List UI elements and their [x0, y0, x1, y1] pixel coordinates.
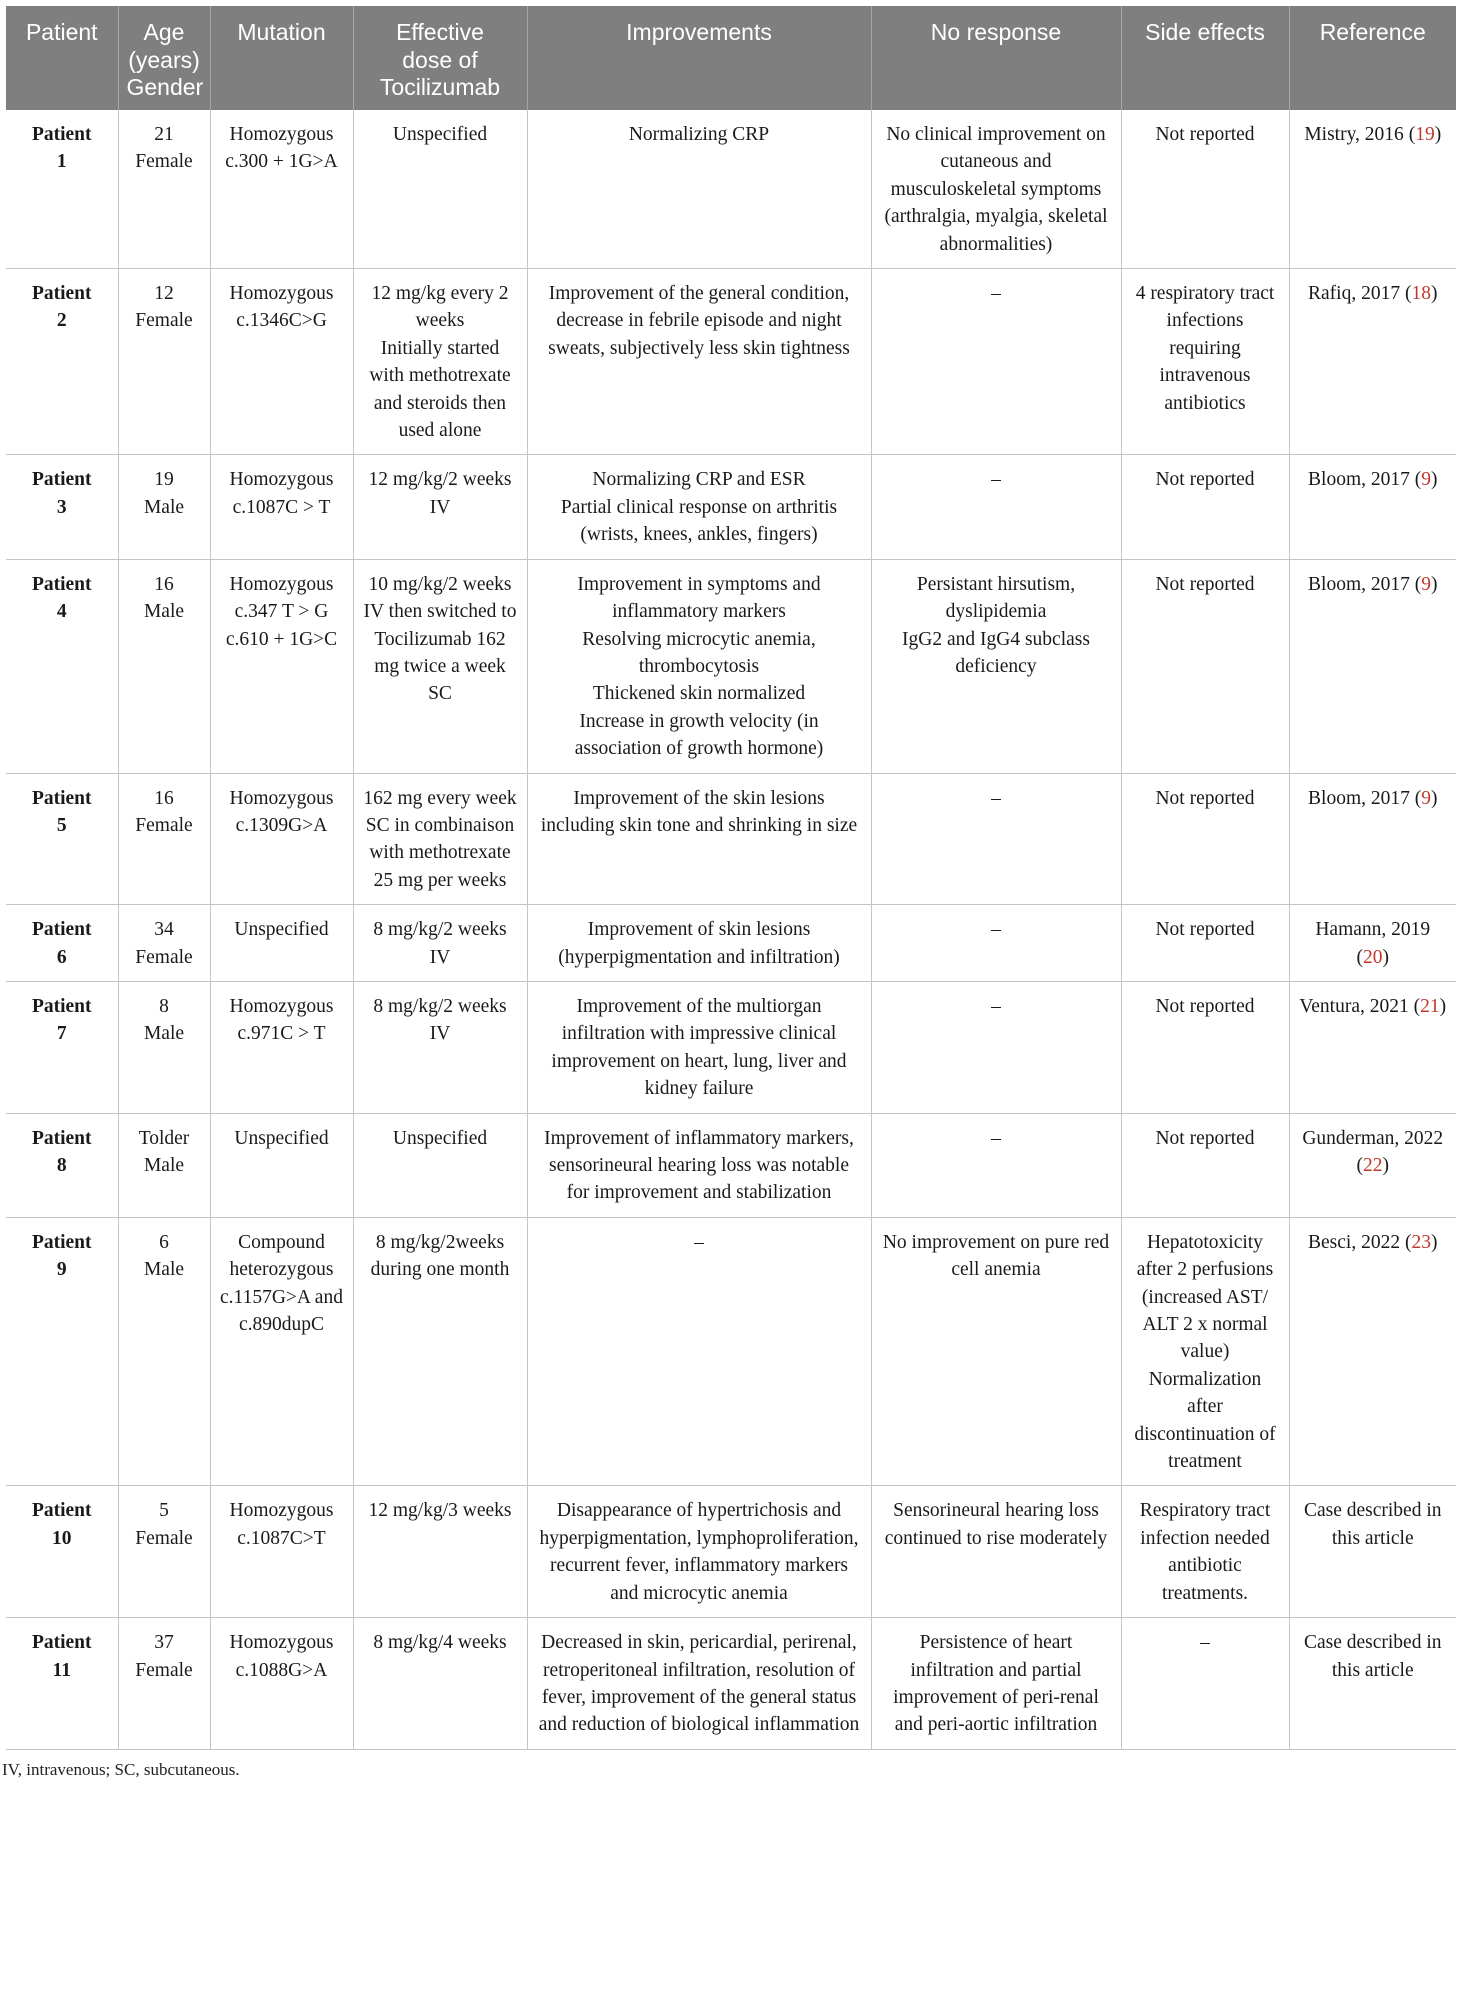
- cell-no-response: Persistant hirsutism, dyslipidemia IgG2 and IgG4 subclass deficiency: [871, 559, 1121, 773]
- cell-side-effects: Not reported: [1121, 981, 1289, 1113]
- cell-patient: Patient 5: [6, 773, 118, 905]
- cell-dose: 8 mg/kg/4 weeks: [353, 1618, 527, 1750]
- cell-patient: Patient 1: [6, 110, 118, 269]
- cell-age-gender: 12 Female: [118, 269, 210, 455]
- cell-age-gender: 16 Female: [118, 773, 210, 905]
- reference-link[interactable]: 9: [1421, 573, 1431, 595]
- cell-mutation: Unspecified: [210, 1113, 353, 1217]
- cell-no-response: –: [871, 773, 1121, 905]
- cell-mutation: Homozygous c.971C > T: [210, 981, 353, 1113]
- cell-dose: 12 mg/kg/3 weeks: [353, 1486, 527, 1618]
- cell-improvements: Improvement of skin lesions (hyperpigmentation and infiltration): [527, 905, 871, 982]
- reference-link[interactable]: 9: [1421, 787, 1431, 809]
- cell-dose: 162 mg every week SC in combinaison with methotrexate 25 mg per weeks: [353, 773, 527, 905]
- cell-reference: Rafiq, 2017 (18): [1289, 269, 1456, 455]
- cell-side-effects: Hepatotoxicity after 2 perfusions (increased AST/ ALT 2 x normal value) Normalization after discontinuation of treatment: [1121, 1217, 1289, 1486]
- cell-mutation: Compound heterozygous c.1157G>A and c.890dupC: [210, 1217, 353, 1486]
- cell-reference: Besci, 2022 (23): [1289, 1217, 1456, 1486]
- document: [2, 6, 1456, 1780]
- reference-text: Bloom, 2017: [1308, 469, 1410, 491]
- cell-side-effects: 4 respiratory tract infections requiring intravenous antibiotics: [1121, 269, 1289, 455]
- cell-mutation: Homozygous c.1087C > T: [210, 455, 353, 559]
- cell-age-gender: 34 Female: [118, 905, 210, 982]
- reference-link[interactable]: 18: [1411, 283, 1431, 305]
- reference-link[interactable]: 19: [1415, 124, 1435, 145]
- cell-age-gender: 37 Female: [118, 1618, 210, 1750]
- cell-side-effects: Not reported: [1121, 905, 1289, 982]
- reference-link[interactable]: 20: [1363, 946, 1383, 968]
- table-footnote: IV, intravenous; SC, subcutaneous.: [2, 1759, 240, 1779]
- cell-patient: Patient 6: [6, 905, 118, 982]
- header-improvements: Improvements: [527, 6, 871, 110]
- cell-side-effects: Not reported: [1121, 1113, 1289, 1217]
- cell-mutation: Homozygous c.347 T > G c.610 + 1G>C: [210, 559, 353, 773]
- cell-mutation: Homozygous c.1088G>A: [210, 1618, 353, 1750]
- reference-text: Gunderman, 2022: [1302, 1127, 1444, 1149]
- reference-link[interactable]: 22: [1363, 1155, 1383, 1176]
- reference-link[interactable]: 23: [1411, 1231, 1431, 1253]
- table-row: [6, 110, 1456, 269]
- cell-patient: Patient 7: [6, 981, 118, 1113]
- cell-side-effects: Respiratory tract infection needed antibiotic treatments.: [1121, 1486, 1289, 1618]
- cell-improvements: Normalizing CRP: [527, 110, 871, 269]
- cell-patient: Patient 11: [6, 1618, 118, 1750]
- reference-text: Rafiq, 2017: [1308, 283, 1401, 305]
- cell-mutation: Homozygous c.1346C>G: [210, 269, 353, 455]
- cell-patient: Patient 4: [6, 559, 118, 773]
- cell-no-response: –: [871, 981, 1121, 1113]
- cell-age-gender: 16 Male: [118, 559, 210, 773]
- cell-mutation: Homozygous c.1087C>T: [210, 1486, 353, 1618]
- reference-link[interactable]: 9: [1421, 469, 1431, 491]
- cell-improvements: Improvement of the general condition, decrease in febrile episode and night sweats, subjectively less skin tightness: [527, 269, 871, 455]
- cell-improvements: Improvement of the skin lesions including skin tone and shrinking in size: [527, 773, 871, 905]
- table-row: [6, 455, 1456, 559]
- header-side-effects: Side effects: [1121, 6, 1289, 110]
- cell-improvements: Normalizing CRP and ESR Partial clinical response on arthritis (wrists, knees, ankles, fingers): [527, 455, 871, 559]
- reference-text: Bloom, 2017: [1308, 787, 1410, 809]
- cell-mutation: Unspecified: [210, 905, 353, 982]
- cell-improvements: Improvement of inflammatory markers, sensorineural hearing loss was notable for improvement and stabilization: [527, 1113, 871, 1217]
- cell-dose: Unspecified: [353, 110, 527, 269]
- table-row: [6, 1113, 1456, 1217]
- cell-no-response: No improvement on pure red cell anemia: [871, 1217, 1121, 1486]
- cell-improvements: Decreased in skin, pericardial, perirenal, retroperitoneal infiltration, resolution of fever, improvement of the general status and reduction of biological inflammation: [527, 1618, 871, 1750]
- table-row: [6, 559, 1456, 773]
- header-no-response: No response: [871, 6, 1121, 110]
- table-row: [6, 1217, 1456, 1486]
- cell-reference: Gunderman, 2022 (22): [1289, 1113, 1456, 1217]
- cell-patient: Patient 2: [6, 269, 118, 455]
- cell-dose: 8 mg/kg/2 weeks IV: [353, 905, 527, 982]
- cell-patient: Patient 9: [6, 1217, 118, 1486]
- cell-patient: Patient 10: [6, 1486, 118, 1618]
- cell-side-effects: –: [1121, 1618, 1289, 1750]
- table-row: [6, 905, 1456, 982]
- cell-no-response: Sensorineural hearing loss continued to rise moderately: [871, 1486, 1121, 1618]
- table-row: [6, 269, 1456, 455]
- cell-dose: 12 mg/kg/2 weeks IV: [353, 455, 527, 559]
- cell-improvements: Disappearance of hypertrichosis and hyperpigmentation, lymphoproliferation, recurrent fever, inflammatory markers and microcytic anemia: [527, 1486, 871, 1618]
- reference-text: Ventura, 2021: [1299, 995, 1409, 1017]
- header-row: [6, 6, 1456, 110]
- reference-text: Bloom, 2017: [1308, 573, 1410, 595]
- cell-reference: Case described in this article: [1289, 1618, 1456, 1750]
- reference-text: Mistry, 2016: [1304, 124, 1404, 145]
- cell-mutation: Homozygous c.300 + 1G>A: [210, 110, 353, 269]
- cell-age-gender: 5 Female: [118, 1486, 210, 1618]
- cell-side-effects: Not reported: [1121, 559, 1289, 773]
- reference-text: Besci, 2022: [1308, 1231, 1401, 1253]
- cell-no-response: –: [871, 905, 1121, 982]
- cell-reference: Bloom, 2017 (9): [1289, 559, 1456, 773]
- cell-age-gender: 6 Male: [118, 1217, 210, 1486]
- header-age-gender: Age (years) Gender: [118, 6, 210, 110]
- cell-reference: Mistry, 2016 (19): [1289, 110, 1456, 269]
- header-patient: Patient: [6, 6, 118, 110]
- cell-dose: Unspecified: [353, 1113, 527, 1217]
- cell-no-response: –: [871, 1113, 1121, 1217]
- cell-improvements: –: [527, 1217, 871, 1486]
- cell-age-gender: Tolder Male: [118, 1113, 210, 1217]
- cell-mutation: Homozygous c.1309G>A: [210, 773, 353, 905]
- cell-no-response: –: [871, 455, 1121, 559]
- reference-text: Hamann, 2019: [1315, 919, 1431, 941]
- tocilizumab-cases-table: [6, 6, 1456, 1750]
- cell-improvements: Improvement of the multiorgan infiltration with impressive clinical improvement on heart, lung, liver and kidney failure: [527, 981, 871, 1113]
- cell-side-effects: Not reported: [1121, 455, 1289, 559]
- cell-side-effects: Not reported: [1121, 773, 1289, 905]
- cell-no-response: –: [871, 269, 1121, 455]
- cell-dose: 8 mg/kg/2weeks during one month: [353, 1217, 527, 1486]
- cell-age-gender: 19 Male: [118, 455, 210, 559]
- table-row: [6, 981, 1456, 1113]
- cell-dose: 10 mg/kg/2 weeks IV then switched to Tocilizumab 162 mg twice a week SC: [353, 559, 527, 773]
- cell-reference: Ventura, 2021 (21): [1289, 981, 1456, 1113]
- table-row: [6, 1486, 1456, 1618]
- cell-side-effects: Not reported: [1121, 110, 1289, 269]
- table-row: [6, 773, 1456, 905]
- cell-reference: Bloom, 2017 (9): [1289, 773, 1456, 905]
- cell-reference: Bloom, 2017 (9): [1289, 455, 1456, 559]
- header-mutation: Mutation: [210, 6, 353, 110]
- cell-age-gender: 21 Female: [118, 110, 210, 269]
- cell-reference: Hamann, 2019 (20): [1289, 905, 1456, 982]
- reference-link[interactable]: 21: [1420, 995, 1440, 1017]
- cell-reference: Case described in this article: [1289, 1486, 1456, 1618]
- cell-patient: Patient 3: [6, 455, 118, 559]
- cell-no-response: Persistence of heart infiltration and partial improvement of peri-renal and peri-aortic infiltration: [871, 1618, 1121, 1750]
- cell-dose: 8 mg/kg/2 weeks IV: [353, 981, 527, 1113]
- table-row: [6, 1618, 1456, 1750]
- cell-dose: 12 mg/kg every 2 weeks Initially started with methotrexate and steroids then used alone: [353, 269, 527, 455]
- cell-no-response: No clinical improvement on cutaneous and musculoskeletal symptoms (arthralgia, myalgia, skeletal abnormalities): [871, 110, 1121, 269]
- cell-patient: Patient 8: [6, 1113, 118, 1217]
- header-dose: Effective dose of Tocilizumab: [353, 6, 527, 110]
- cell-age-gender: 8 Male: [118, 981, 210, 1113]
- header-reference: Reference: [1289, 6, 1456, 110]
- cell-improvements: Improvement in symptoms and inflammatory markers Resolving microcytic anemia, thrombocytosis Thickened skin normalized Increase in growth velocity (in association of growth hormone): [527, 559, 871, 773]
